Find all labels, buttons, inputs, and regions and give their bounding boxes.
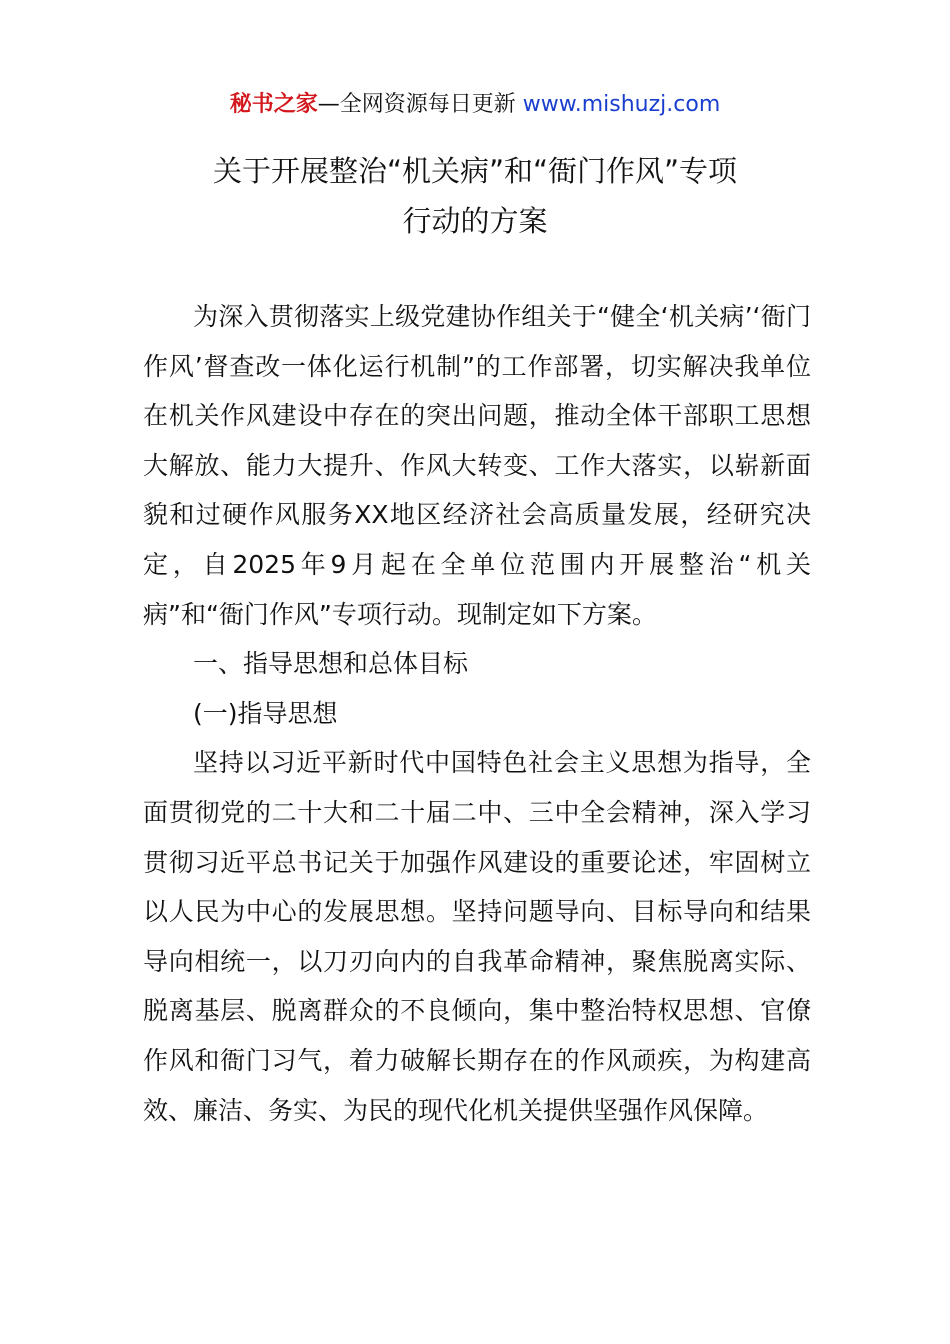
guiding-ideology-paragraph: 坚持以习近平新时代中国特色社会主义思想为指导，全面贯彻党的二十大和二十届二中、三中全会精神，深入学习贯彻习近平总书记关于加强作风建设的重要论述，牢固树立以人民为中心的发展思想。坚持问题导向、目标导向和结果导向相统一，以刀刃向内的自我革命精神，聚焦脱离实际、脱离基层、脱离群众的不良倾向，集中整治特权思想、官僚作风和衙门习气，着力破解长期存在的作风顽疾，为构建高效、廉洁、务实、为民的现代化机关提供坚强作风保障。: [143, 748, 811, 1125]
subsection-heading: (一)指导思想: [193, 698, 338, 728]
section-heading: 一、指导思想和总体目标: [193, 649, 469, 679]
site-header: [0, 90, 950, 120]
document-body: [143, 292, 811, 1135]
site-brand: 秘书之家: [229, 92, 318, 117]
title-line-1: 关于开展整治“机关病”和“衙门作风”专项: [212, 154, 738, 188]
intro-paragraph: 为深入贯彻落实上级党建协作组关于“健全‘机关病’‘衙门作风’督查改一体化运行机制”的工作部署，切实解决我单位在机关作风建设中存在的突出问题，推动全体干部职工思想大解放、能力大提升、作风大转变、工作大落实，以崭新面貌和过硬作风服务XX地区经济社会高质量发展，经研究决定，自2025年9月起在全单位范围内开展整治“机关病”和“衙门作风”专项行动。现制定如下方案。: [143, 302, 811, 629]
site-url-link[interactable]: www.mishuzj.com: [522, 92, 721, 117]
title-line-2: 行动的方案: [402, 204, 548, 238]
site-tagline: —全网资源每日更新: [317, 92, 523, 117]
document-title: [120, 146, 830, 246]
